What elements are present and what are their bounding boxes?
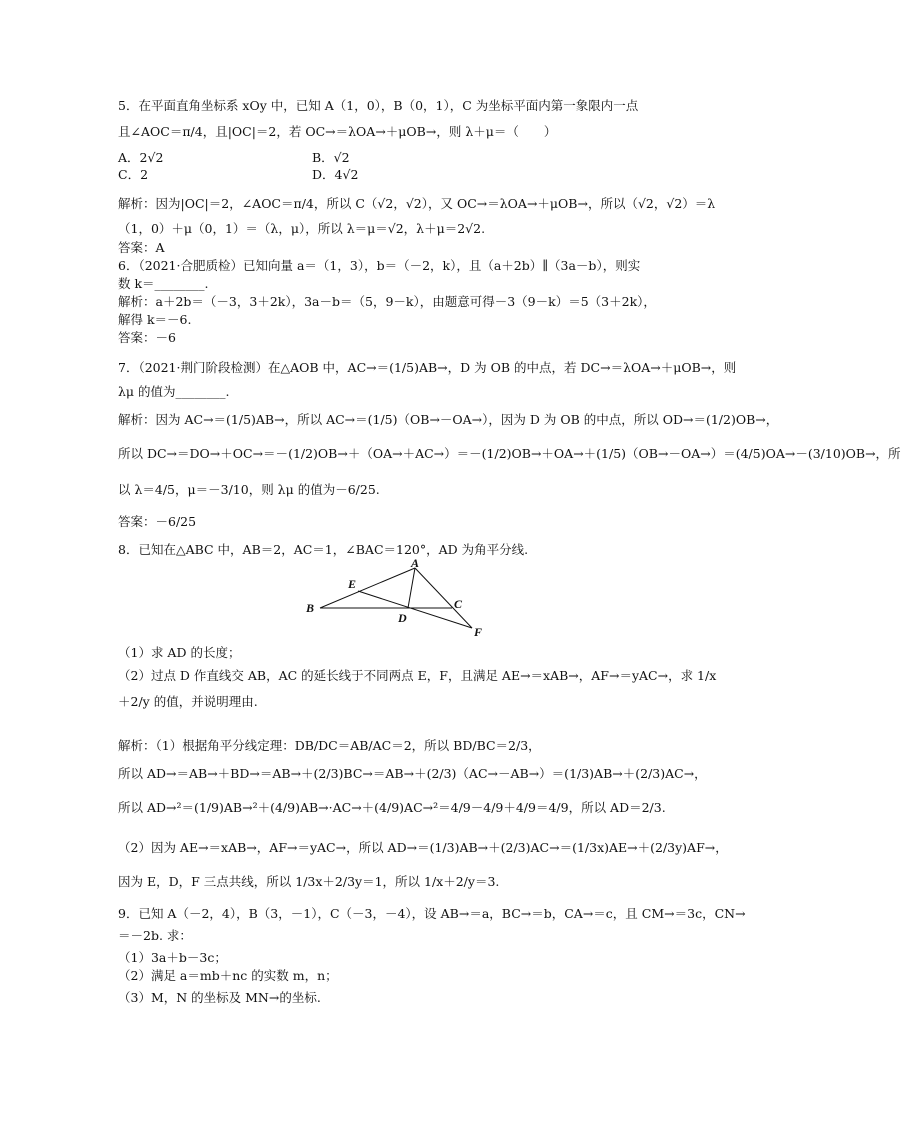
text-line: 且∠AOC＝π/4，且|OC|＝2，若 OC→＝λOA→＋μOB→，则 λ＋μ＝（ ） [118,124,557,139]
text-line: λμ 的值为________. [118,384,230,399]
text-line: （3）M，N 的坐标及 MN→的坐标. [118,990,321,1005]
line-ad [408,568,415,608]
option-c: C．2 [118,167,149,182]
text-line: （1）3a＋b－3c； [118,950,227,965]
text-line: 5．在平面直角坐标系 xOy 中，已知 A（1，0），B（0，1），C 为坐标平面内第一象限内一点 [118,98,639,113]
option-b: B．√2 [312,150,350,165]
text-line: 解析：a＋2b＝（－3，3＋2k），3a－b＝（5，9－k），由题意可得－3（9－k）＝5（3＋2k）， [118,294,656,309]
text-line: ＝－2b. 求： [118,928,192,943]
text-line: 7．（2021·荆门阶段检测）在△AOB 中，AC→＝(1/5)AB→，D 为 OB 的中点，若 DC→＝λOA→＋μOB→，则 [118,360,737,375]
label-e: E [348,577,357,591]
label-f: F [474,625,483,639]
text-line: 所以 AD→²＝(1/9)AB→²＋(4/9)AB→·AC→＋(4/9)AC→²＝4/9－4/9＋4/9＝4/9，所以 AD＝2/3. [118,800,666,815]
text-line: （2）因为 AE→＝xAB→，AF→＝yAC→，所以 AD→＝(1/3)AB→＋(2/3)AC→＝(1/3x)AE→＋(2/3y)AF→， [118,840,728,855]
label-c: C [454,597,463,611]
option-d: D．4√2 [312,167,359,182]
text-line: ＋2/y 的值，并说明理由. [118,694,258,709]
text-line: 6．（2021·合肥质检）已知向量 a＝（1，3），b＝（－2，k），且（a＋2b）∥（3a－b），则实 [118,258,641,273]
answer-line: 答案：A [118,240,165,255]
label-a: A [411,556,420,570]
triangle-figure [300,556,500,639]
text-line: 解析：因为 AC→＝(1/5)AB→，所以 AC→＝(1/5)（OB→－OA→），因为 D 为 OB 的中点，所以 OD→＝(1/2)OB→， [118,412,779,427]
text-line: （2）过点 D 作直线交 AB，AC 的延长线于不同两点 E，F，且满足 AE→＝xAB→，AF→＝yAC→，求 1/x [118,668,717,683]
text-line: 以 λ＝4/5，μ＝－3/10，则 λμ 的值为－6/25. [118,482,380,497]
text-line: （2）满足 a＝mb＋nc 的实数 m，n； [118,968,338,983]
text-line: （1，0）＋μ（0，1）＝（λ，μ），所以 λ＝μ＝√2，λ＋μ＝2√2. [118,221,486,236]
label-b: B [306,601,315,615]
text-line: 数 k＝________. [118,276,209,291]
answer-line: 答案：－6/25 [118,514,197,529]
line-ba [320,568,415,608]
text-line: 因为 E，D，F 三点共线，所以 1/3x＋2/3y＝1，所以 1/x＋2/y＝3. [118,874,500,889]
text-line: （1）求 AD 的长度； [118,645,241,660]
text-line: 所以 AD→＝AB→＋BD→＝AB→＋(2/3)BC→＝AB→＋(2/3)（AC→－AB→）＝(1/3)AB→＋(2/3)AC→， [118,766,707,781]
option-a: A．2√2 [118,150,164,165]
text-line: 所以 DC→＝DO→＋OC→＝－(1/2)OB→＋（OA→＋AC→）＝－(1/2)OB→＋OA→＋(1/5)（OB→－OA→）＝(4/5)OA→－(3/10)OB→，所 [118,446,901,461]
label-d: D [398,611,407,625]
text-line: 9．已知 A（－2，4），B（3，－1），C（－3，－4），设 AB→＝a，BC→＝b，CA→＝c，且 CM→＝3c，CN→ [118,906,746,921]
text-line: 解得 k＝－6. [118,312,192,327]
answer-line: 答案：－6 [118,330,176,345]
text-line: 8．已知在△ABC 中，AB＝2，AC＝1，∠BAC＝120°，AD 为角平分线. [118,542,529,557]
text-line: 解析：（1）根据角平分线定理：DB/DC＝AB/AC＝2，所以 BD/BC＝2/3， [118,738,541,753]
text-line: 解析：因为|OC|＝2，∠AOC＝π/4，所以 C（√2，√2），又 OC→＝λOA→＋μOB→，所以（√2，√2）＝λ [118,196,716,211]
